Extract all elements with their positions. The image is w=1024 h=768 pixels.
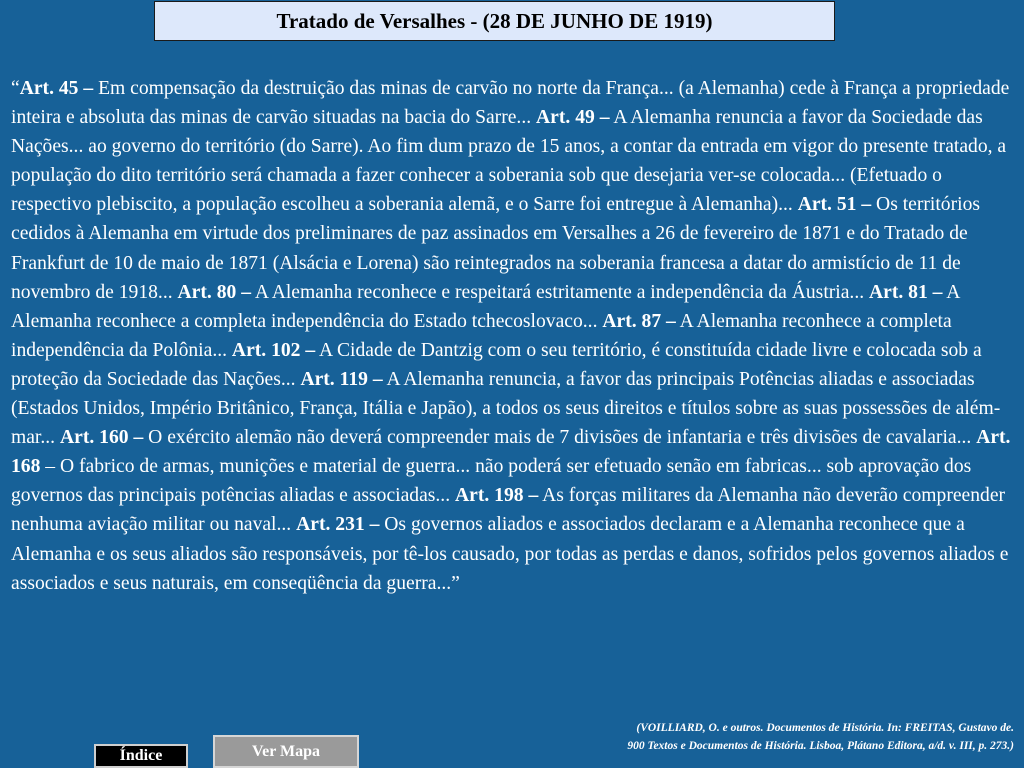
article-text: A Alemanha reconhece a completa independência da Polônia... xyxy=(11,310,952,361)
article-number: Art. 198 – xyxy=(455,485,539,507)
article-number: Art. 45 – xyxy=(19,78,94,99)
article-number: Art. 81 – xyxy=(869,281,943,303)
article-text: A Cidade de Dantzig com o seu território, é constituída cidade livre e colocada sob a proteção da Sociedade das Nações... xyxy=(11,339,982,390)
source-citation xyxy=(454,719,1014,755)
citation-line-1: (VOILLIARD, O. e outros. Documentos de História. In: FREITAS, Gustavo de. xyxy=(636,722,1014,734)
article-text: A Alemanha reconhece e respeitará estritamente a independência da Áustria... xyxy=(251,281,870,303)
title-suffix: ) xyxy=(705,8,713,33)
slide-title xyxy=(154,1,835,41)
article-number: Art. 51 – xyxy=(797,194,872,216)
article-text: O exército alemão não deverá compreender mais de 7 divisões de infantaria e três divisões de cavalaria... xyxy=(143,427,977,449)
article-text: Os territórios cedidos à Alemanha em virtude dos preliminares de paz assinados em Versalhes a 26 de fevereiro de 1871 e do Tratado de Frankfurt de 10 de maio de 1871 (Alsácia e Lorena) são reintegrados na soberania francesa a datar do armistício de 11 de novembro de 1918... xyxy=(11,194,980,303)
article-text: “ xyxy=(11,78,20,99)
citation-line-2: 900 Textos e Documentos de História. Lisboa, Plátano Editora, a/d. v. III, p. 273.) xyxy=(627,740,1014,752)
article-number: Art. 119 – xyxy=(300,368,383,390)
index-button[interactable]: Índice xyxy=(94,744,188,768)
view-map-button[interactable]: Ver Mapa xyxy=(213,735,359,768)
article-text: A Alemanha renuncia, a favor das principais Potências aliadas e associadas (Estados Unidos, Império Britânico, França, Itália e Japão), a todos os seus direitos e títulos sobre as suas possessões de além-mar... xyxy=(11,368,1001,449)
article-number: Art. 231 – xyxy=(296,514,380,536)
article-text: A Alemanha reconhece a completa independência do Estado tchecoslovaco... xyxy=(11,281,960,332)
title-prefix: Tratado de Versalhes - ( xyxy=(276,8,490,33)
article-number: Art. 49 – xyxy=(536,107,610,129)
article-text: A Alemanha renuncia a favor da Sociedade das Nações... ao governo do território (do Sarre). Ao fim dum prazo de 15 anos, a contar da entrada em vigor do presente tratado, a população do dito território será chamada a fazer conhecer a soberania sob que desejaria ver-se colocada... (Efetuado o respectivo plebiscito, a população escolheu a soberania alemã, e o Sarre foi entregue à Alemanha)... xyxy=(11,107,1007,216)
article-text: Em compensação da destruição das minas de carvão no norte da França... (a Alemanha) cede à França a propriedade inteira e absoluta das minas de carvão situadas na bacia do Sarre... xyxy=(11,78,1010,129)
article-text: – O fabrico de armas, munições e material de guerra... não poderá ser efetuado senão em fabricas... sob aprovação dos governos das principais potências aliadas e associadas... xyxy=(11,456,972,507)
article-number: Art. 80 – xyxy=(177,281,251,303)
treaty-articles-text xyxy=(11,74,1017,598)
article-number: Art. 87 – xyxy=(602,310,676,332)
article-number: Art. 168 xyxy=(11,427,1011,478)
article-number: Art. 102 – xyxy=(231,339,316,361)
article-number: Art. 160 – xyxy=(59,427,144,449)
article-text: As forças militares da Alemanha não deverão compreender nenhuma aviação militar ou naval... xyxy=(11,485,1006,536)
title-date: 28 DE JUNHO DE 1919 xyxy=(489,8,706,33)
article-text: Os governos aliados e associados declaram e a Alemanha reconhece que a Alemanha e os seus aliados são responsáveis, por tê-los causado, por todas as perdas e danos, sofridos pelos governos aliados e associados e seus naturais, em conseqüência da guerra...” xyxy=(11,514,1009,594)
